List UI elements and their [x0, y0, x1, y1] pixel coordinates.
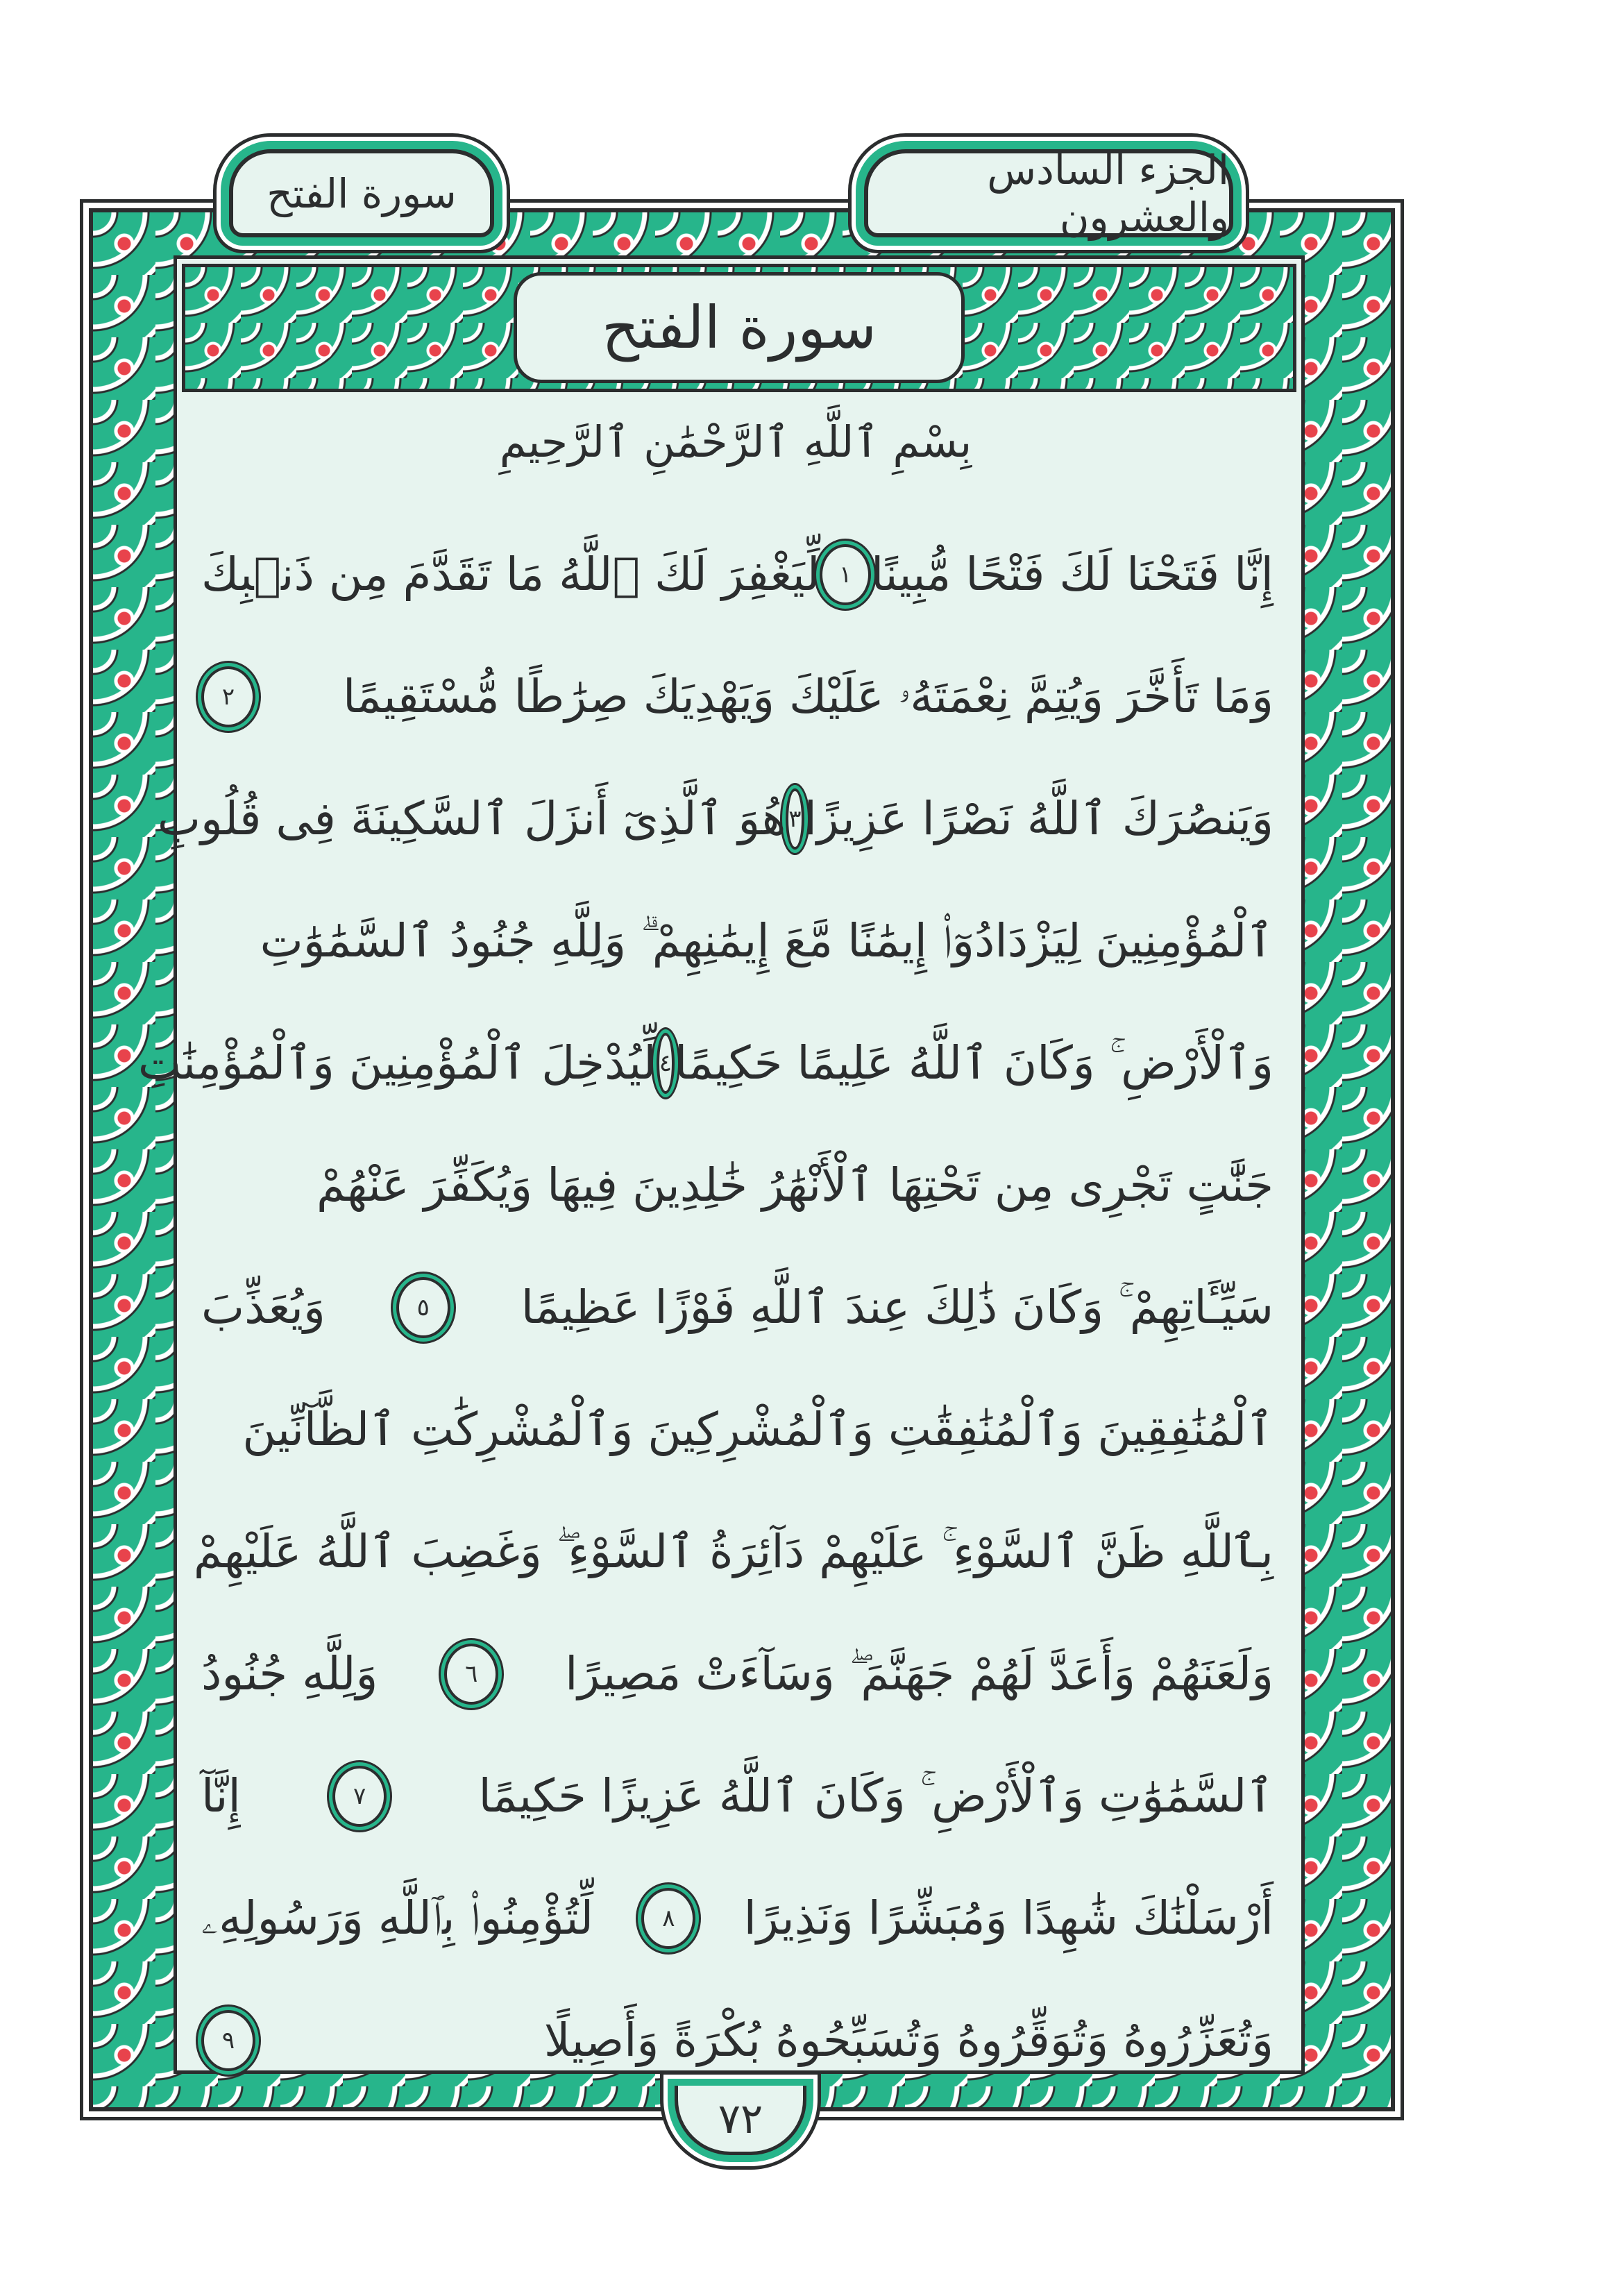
surah-title-box	[514, 272, 965, 383]
ayah-number-marker: ٨	[641, 1888, 695, 1949]
text-line	[201, 1735, 1274, 1857]
text-line	[201, 1857, 1274, 1980]
ayah-number-marker: ٥	[396, 1277, 450, 1338]
text-line	[137, 1002, 1274, 1124]
verse-text: سَيِّـَٔاتِهِمْ ۚ وَكَانَ ذَٰلِكَ عِندَ ٱللَّهِ فَوْزًا عَظِيمًا	[521, 1281, 1274, 1334]
ayah-number-marker: ١	[820, 544, 871, 605]
verse-text: إِنَّآ	[201, 1769, 241, 1823]
text-line	[193, 1491, 1274, 1613]
text-line	[201, 1369, 1274, 1491]
ayah-number-marker: ٩	[201, 2010, 255, 2071]
verse-text: إِنَّا فَتَحْنَا لَكَ فَتْحًا مُّبِينًا	[871, 548, 1274, 601]
surah-name-header	[229, 149, 494, 237]
text-line	[201, 880, 1274, 1002]
verse-lines	[137, 514, 1274, 2102]
text-line	[201, 1980, 1274, 2102]
verse-text: وَلِلَّهِ جُنُودُ	[201, 1647, 378, 1700]
verse-text: بِٱللَّهِ ظَنَّ ٱلسَّوْءِ ۚ عَلَيْهِمْ دَآئِرَةُ ٱلسَّوْءِ ۖ وَغَضِبَ ٱللَّهُ عَلَيْهِمْ	[193, 1525, 1274, 1578]
text-line	[201, 514, 1274, 636]
verse-text: وَتُعَزِّرُوهُ وَتُوَقِّرُوهُ وَتُسَبِّحُوهُ بُكْرَةً وَأَصِيلًا	[543, 2014, 1274, 2067]
verse-text: لِّيَغْفِرَ لَكَ ٱللَّهُ مَا تَقَدَّمَ مِن ذَنۢبِكَ	[201, 548, 820, 601]
verse-text: وَٱلْأَرْضِ ۚ وَكَانَ ٱللَّهُ عَلِيمًا حَكِيمًا	[675, 1036, 1274, 1090]
juz-header	[864, 146, 1233, 241]
ayah-number-marker: ٣	[786, 788, 804, 850]
ayah-number-marker: ٦	[444, 1644, 498, 1705]
verse-text: وَلَعَنَهُمْ وَأَعَدَّ لَهُمْ جَهَنَّمَ ۖ وَسَآءَتْ مَصِيرًا	[565, 1647, 1274, 1700]
ayah-number-marker: ٤	[657, 1033, 675, 1094]
verse-text: لِّتُؤْمِنُوا۟ بِٱللَّهِ وَرَسُولِهِۦ	[201, 1891, 594, 1945]
text-line	[201, 1247, 1274, 1369]
text-line	[201, 1613, 1274, 1735]
page-number-box	[675, 2086, 806, 2155]
surah-name-label: سورة الفتح	[266, 169, 457, 217]
verse-text: أَرْسَلْنَٰكَ شَٰهِدًا وَمُبَشِّرًا وَنَذِيرًا	[743, 1891, 1274, 1945]
text-line	[201, 636, 1274, 758]
verse-text: هُوَ ٱلَّذِىٓ أَنزَلَ ٱلسَّكِينَةَ فِى قُلُوبِ	[157, 792, 786, 845]
verse-text: جَنَّٰتٍ تَجْرِى مِن تَحْتِهَا ٱلْأَنْهَٰرُ خَٰلِدِينَ فِيهَا وَيُكَفِّرَ عَنْهُمْ	[316, 1158, 1274, 1212]
ayah-number-marker: ٧	[332, 1766, 387, 1827]
verse-text: ٱلسَّمَٰوَٰتِ وَٱلْأَرْضِ ۚ وَكَانَ ٱللَّهُ عَزِيزًا حَكِيمًا	[478, 1769, 1274, 1823]
ayah-number-marker: ٢	[201, 666, 255, 727]
verse-text: وَمَا تَأَخَّرَ وَيُتِمَّ نِعْمَتَهُۥ عَلَيْكَ وَيَهْدِيَكَ صِرَٰطًا مُّسْتَقِيمًا	[342, 670, 1274, 723]
verse-text: ٱلْمُنَٰفِقِينَ وَٱلْمُنَٰفِقَٰتِ وَٱلْمُشْرِكِينَ وَٱلْمُشْرِكَٰتِ ٱلظَّآنِّينَ	[242, 1403, 1274, 1456]
verse-text: وَيُعَذِّبَ	[201, 1281, 325, 1334]
verse-text: وَيَنصُرَكَ ٱللَّهُ نَصْرًا عَزِيزًا	[804, 792, 1274, 845]
page-number: ٧٢	[718, 2094, 763, 2143]
bismillah: بِسْمِ ٱللَّهِ ٱلرَّحْمَٰنِ ٱلرَّحِيمِ	[499, 416, 972, 467]
text-line	[201, 1124, 1274, 1247]
juz-label: الجزء السادس والعشرون	[987, 146, 1229, 241]
text-line	[157, 758, 1274, 880]
verse-text: ٱلْمُؤْمِنِينَ لِيَزْدَادُوٓا۟ إِيمَٰنًا مَّعَ إِيمَٰنِهِمْ ۗ وَلِلَّهِ جُنُودُ ٱلسَّمَٰوَٰتِ	[260, 914, 1274, 968]
verse-text: لِّيُدْخِلَ ٱلْمُؤْمِنِينَ وَٱلْمُؤْمِنَٰتِ	[137, 1036, 657, 1090]
surah-title: سورة الفتح	[601, 294, 877, 362]
